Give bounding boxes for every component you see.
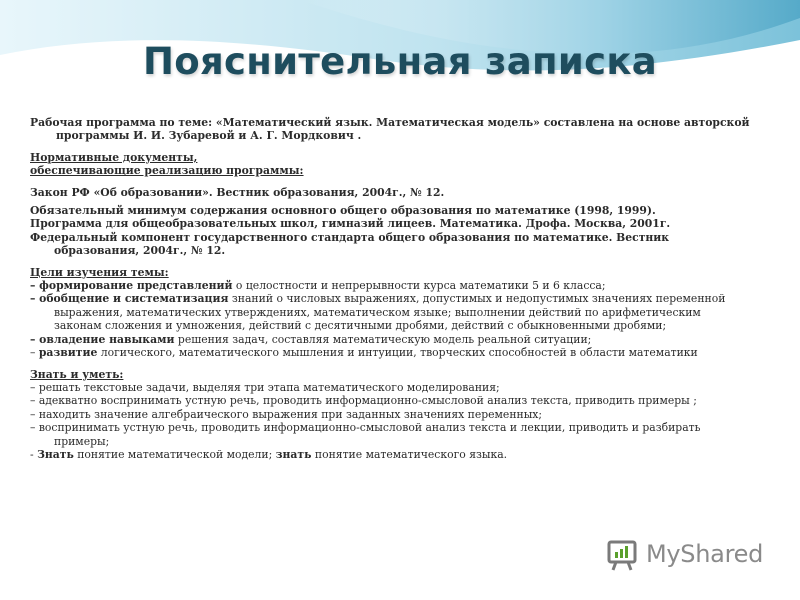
goal-item-1 — [30, 279, 776, 292]
slide-title: Пояснительная записка — [142, 40, 658, 83]
skill-5-text-2: понятие математического языка. — [311, 447, 508, 461]
normative-doc-2: Обязательный минимум содержания основного общего образования по математике (1998, 1999). — [30, 204, 656, 218]
goals-heading: Цели изучения темы: — [30, 265, 169, 279]
intro-line-2: программы И. И. Зубаревой и А. Г. Мордкович . — [56, 129, 362, 143]
skill-item-3: – находить значение алгебраического выражения при заданных значениях переменных; — [30, 407, 543, 421]
goal-1-text: о целостности и непрерывности курса математики 5 и 6 класса; — [232, 279, 606, 293]
skill-5-dash: - — [30, 447, 38, 461]
skill-item-1: – решать текстовые задачи, выделяя три этапа математического моделирования; — [30, 380, 500, 394]
skills-heading: Знать и уметь: — [30, 367, 124, 381]
normative-doc-3: Программа для общеобразовательных школ, гимназий лицеев. Математика. Дрофа. Москва, 2001г. — [30, 217, 671, 231]
myshared-logo-text: MyShared — [646, 540, 764, 568]
goal-item-3 — [30, 333, 776, 346]
goal-3-text: решения задач, составляя математическую модель реальной ситуации; — [174, 332, 592, 346]
goal-2-text: знаний о числовых выражениях, допустимых и недопустимых значениях переменной — [228, 292, 726, 306]
goal-4-lead: развитие — [38, 346, 98, 360]
slide-content — [30, 116, 776, 461]
normative-doc-4-cont: образования, 2004г., № 12. — [54, 244, 226, 258]
myshared-logo-icon — [606, 538, 640, 572]
goal-2-lead: – обобщение и систематизация — [30, 292, 229, 306]
skill-item-4: – воспринимать устную речь, проводить информационно-смысловой анализ текста и лекции, приводить и разбирать — [30, 421, 701, 435]
goal-4-text: логического, математического мышления и интуиции, творческих способностей в области математики — [97, 346, 698, 360]
goal-item-2-cont-2: законам сложения и умножения, действий с десятичными дробями, действий с обыкновенными дробями; — [54, 319, 667, 333]
goal-1-lead: – формирование представлений — [30, 279, 233, 293]
normative-subheading: обеспечивающие реализацию программы: — [30, 164, 304, 178]
skill-5-bold-2: знать — [275, 447, 312, 461]
skill-item-5 — [30, 448, 776, 461]
skill-item-4-cont: примеры; — [54, 434, 110, 448]
normative-heading: Нормативные документы, — [30, 150, 198, 164]
myshared-watermark[interactable] — [606, 536, 776, 576]
goal-item-2 — [30, 292, 776, 305]
normative-doc-1: Закон РФ «Об образовании». Вестник образования, 2004г., № 12. — [30, 185, 445, 199]
skill-item-2: – адекватно воспринимать устную речь, проводить информационно-смысловой анализ текста, приводить примеры ; — [30, 394, 697, 408]
skill-5-text-1: понятие математической модели; — [73, 447, 276, 461]
intro-line-1: Рабочая программа по теме: «Математический язык. Математическая модель» составлена на основе авторской — [30, 116, 750, 129]
goal-4-dash: – — [30, 346, 39, 360]
goal-item-4 — [30, 346, 776, 359]
goal-item-2-cont-1: выражения, математических утверждениях, математическом языке; выполнении действий по арифметическим — [54, 305, 701, 319]
skill-5-bold-1: Знать — [37, 447, 74, 461]
normative-doc-4: Федеральный компонент государственного стандарта общего образования по математике. Вестник — [30, 230, 670, 244]
goal-3-lead: – овладение навыками — [30, 332, 175, 346]
